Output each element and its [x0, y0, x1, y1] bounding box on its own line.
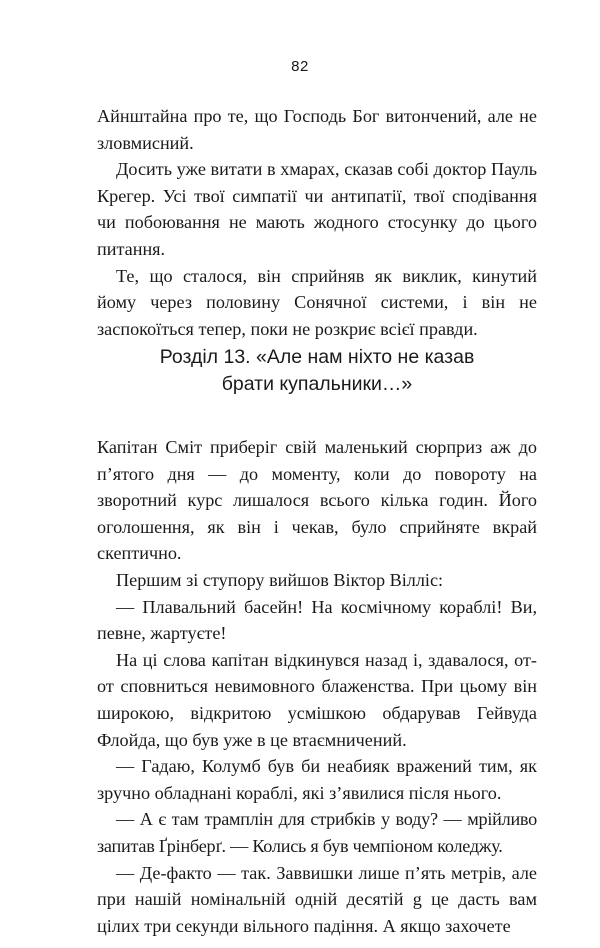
paragraph: — А є там трамплін для стрибків у воду? — мрійливо запитав Ґрінберґ. — Колись я був чемпіоном коледжу. [97, 809, 537, 856]
paragraph: Капітан Сміт приберіг свій маленький сюрприз аж до п’ятого дня — до моменту, коли до повороту на зворотний курс лишалося всього кілька годин. Його оголошення, як він і чекав, було сприйняте вкрай скептично. [97, 437, 537, 564]
chapter-heading-line: Розділ 13. «Але нам ніхто не казав [159, 346, 475, 368]
paragraph: — Гадаю, Колумб був би неабияк вражений тим, як зручно обладнані кораблі, які з’явилися після нього. [97, 756, 537, 803]
bottom-text-block [97, 434, 537, 939]
paragraph: Айнштайна про те, що Господь Бог витончений, але не зловмисний. [97, 106, 537, 153]
top-text-block [97, 103, 537, 342]
paragraph: — Плавальний басейн! На космічному кораблі! Ви, певне, жартуєте! [97, 596, 537, 644]
chapter-heading [97, 344, 537, 398]
chapter-heading-line: брати купальники…» [221, 373, 413, 395]
page-number: 82 [291, 58, 309, 75]
paragraph: Те, що сталося, він сприйняв як виклик, кинутий йому через половину Сонячної системи, і він не заспокоїться тепер, поки не розкриє всієї правди. [97, 265, 537, 339]
paragraph: Першим зі ступору вийшов Віктор Вілліс: [116, 569, 444, 590]
paragraph: На ці слова капітан відкинувся назад і, здавалося, от-от сповниться невимовного блаженства. При цьому він широкою, відкритою усмішкою обдарував Гейвуда Флойда, що був уже в це втаємничений. [97, 649, 537, 750]
paragraph: — Де-факто — так. Заввишки лише п’ять метрів, але при нашій номінальній одній десятій g це дасть вам цілих три секунди вільного падіння. А якщо захочете [97, 862, 537, 936]
paragraph: Досить уже витати в хмарах, сказав собі доктор Пауль Крегер. Усі твої симпатії чи антипатії, твої сподівання чи побоювання не мають жодного стосунку до цього питання. [97, 159, 537, 259]
